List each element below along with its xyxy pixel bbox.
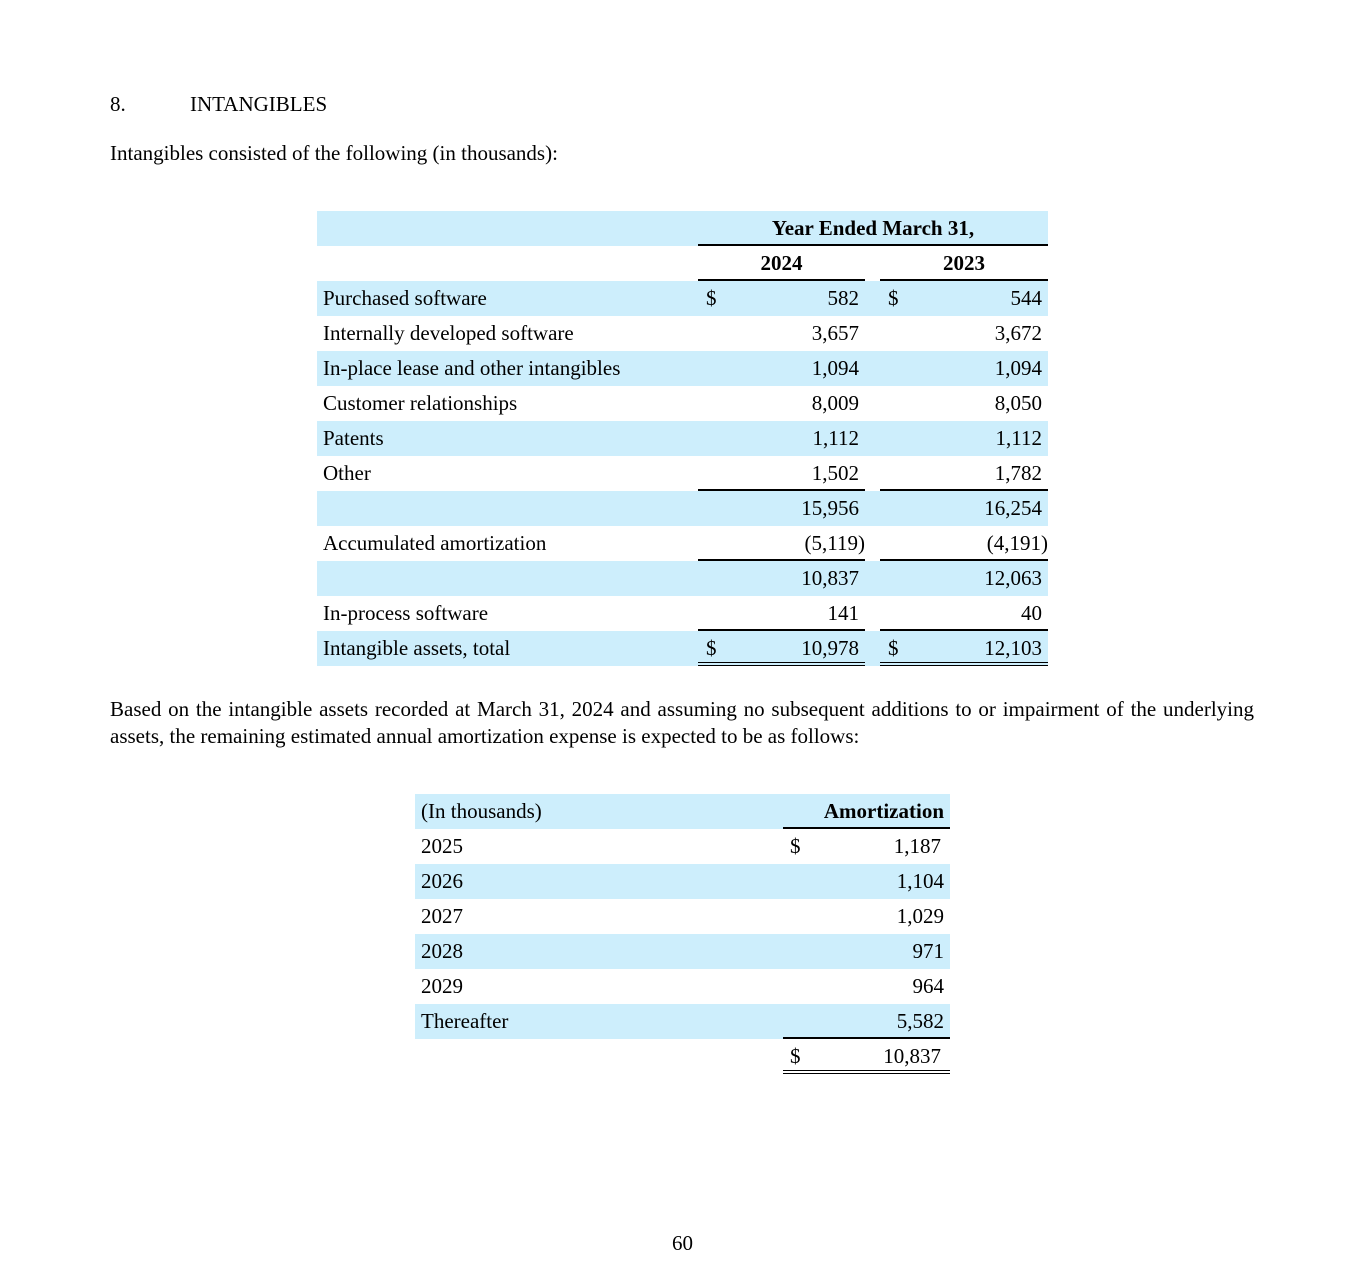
value-2023: 16,254 xyxy=(984,496,1042,520)
year-label: Thereafter xyxy=(421,1009,509,1033)
table-row xyxy=(317,351,1048,386)
year-label: 2026 xyxy=(421,869,463,893)
total-amount: 10,837 xyxy=(883,1044,941,1068)
currency-symbol: $ xyxy=(888,286,899,310)
amount: 971 xyxy=(912,939,944,963)
section-title: INTANGIBLES xyxy=(190,92,328,116)
table-row xyxy=(415,864,950,899)
value-2024: 10,837 xyxy=(801,566,859,590)
value-2023: (4,191) xyxy=(880,526,1048,561)
value-2023: 12,063 xyxy=(984,566,1042,590)
table-header-row xyxy=(415,794,950,829)
table-row xyxy=(415,899,950,934)
row-label: Purchased software xyxy=(323,286,487,310)
page-number: 60 xyxy=(672,1231,693,1255)
row-label: Intangible assets, total xyxy=(323,636,511,660)
value-2023: 1,094 xyxy=(994,356,1042,380)
row-label: Internally developed software xyxy=(323,321,574,345)
row-label: Accumulated amortization xyxy=(323,531,547,555)
row-label: Customer relationships xyxy=(323,391,518,415)
value-2024: 1,094 xyxy=(811,356,859,380)
row-label: In-place lease and other intangibles xyxy=(323,356,621,380)
col-2023-header: 2023 xyxy=(880,246,1048,281)
value-2024: 10,978 xyxy=(801,636,859,660)
amortization-paragraph: Based on the intangible assets recorded at March 31, 2024 and assuming no subsequent additions to or impairment of the underlying assets, the remaining estimated annual amortization expense is expected to be as follows: xyxy=(110,697,1254,748)
total-row xyxy=(317,631,1048,666)
intro-text: Intangibles consisted of the following (in thousands): xyxy=(110,141,558,165)
intangibles-table xyxy=(317,211,1048,666)
value-2023: 1,112 xyxy=(995,426,1042,450)
currency-symbol: $ xyxy=(790,1044,801,1068)
table-row xyxy=(415,969,950,1004)
section-number: 8. xyxy=(110,92,126,116)
amount: 1,104 xyxy=(896,869,944,893)
table-row xyxy=(415,1004,950,1039)
amortization-header: Amortization xyxy=(783,794,950,829)
currency-symbol: $ xyxy=(706,286,717,310)
table-row xyxy=(317,596,1048,631)
row-label: In-process software xyxy=(323,601,489,625)
table-header-row xyxy=(317,246,1048,281)
table-row xyxy=(415,934,950,969)
value-2023: 40 xyxy=(880,596,1048,631)
value-2023: 1,782 xyxy=(880,456,1048,491)
value-2024: 141 xyxy=(698,596,865,631)
row-label: Other xyxy=(323,461,371,485)
table-row xyxy=(415,829,950,864)
row-label: Patents xyxy=(323,426,384,450)
subtotal-row xyxy=(317,561,1048,596)
table-row xyxy=(317,456,1048,491)
total-row xyxy=(415,1039,950,1074)
currency-symbol: $ xyxy=(706,636,717,660)
amount: 1,187 xyxy=(893,834,941,858)
table-row xyxy=(317,526,1048,561)
table-row xyxy=(317,421,1048,456)
year-label: 2028 xyxy=(421,939,463,963)
currency-symbol: $ xyxy=(790,834,801,858)
value-2024: 1,112 xyxy=(812,426,859,450)
value-2024: 15,956 xyxy=(801,496,859,520)
value-2024: 582 xyxy=(827,286,859,310)
value-2024: 8,009 xyxy=(811,391,859,415)
value-2023: 8,050 xyxy=(994,391,1042,415)
table-row xyxy=(317,281,1048,316)
table-row xyxy=(317,316,1048,351)
year-label: 2027 xyxy=(421,904,463,928)
period-header: Year Ended March 31, xyxy=(698,211,1048,246)
value-2023: 12,103 xyxy=(984,636,1042,660)
year-label: 2029 xyxy=(421,974,463,998)
label-header: (In thousands) xyxy=(421,799,542,823)
table-header-row xyxy=(317,211,1048,246)
amount: 964 xyxy=(912,974,944,998)
amortization-table xyxy=(415,794,950,1074)
col-2024-header: 2024 xyxy=(698,246,865,281)
table-row xyxy=(317,386,1048,421)
value-2023: 544 xyxy=(1010,286,1042,310)
value-2023: 3,672 xyxy=(994,321,1042,345)
currency-symbol: $ xyxy=(888,636,899,660)
value-2024: 3,657 xyxy=(811,321,859,345)
value-2024: (5,119) xyxy=(698,526,865,561)
amount: 5,582 xyxy=(783,1004,950,1039)
year-label: 2025 xyxy=(421,834,463,858)
subtotal-row xyxy=(317,491,1048,526)
value-2024: 1,502 xyxy=(698,456,865,491)
amount: 1,029 xyxy=(896,904,944,928)
